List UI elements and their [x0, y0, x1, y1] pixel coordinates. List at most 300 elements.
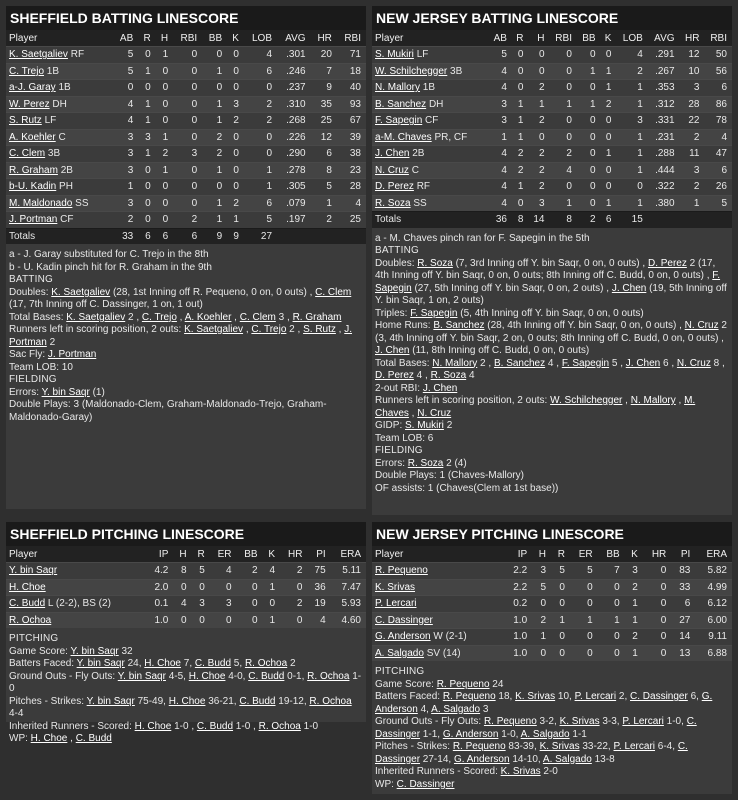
total-value: 14	[528, 212, 549, 228]
player-link[interactable]: J. Chen	[375, 148, 410, 160]
player-link[interactable]: R. Soza	[417, 257, 453, 269]
col-header: Player	[6, 30, 113, 47]
col-header: AVG	[648, 30, 680, 47]
player-link[interactable]: K. Srivas	[515, 691, 556, 702]
position: 2B	[412, 148, 425, 160]
player-link[interactable]: K. Srivas	[500, 766, 541, 777]
stat-cell: 2	[528, 80, 549, 97]
player-link[interactable]: R. Pequeno	[442, 691, 496, 702]
stat-cell: 0	[202, 179, 227, 196]
player-link[interactable]: G. Anderson	[375, 631, 431, 643]
player-link[interactable]: C. Budd	[239, 695, 276, 707]
position: RF	[416, 181, 431, 193]
table-row	[6, 596, 366, 613]
totals-label: Totals	[6, 228, 113, 244]
stat-cell: 2	[680, 179, 705, 196]
player-cell	[372, 47, 488, 64]
player-link[interactable]: C. Clem	[315, 286, 352, 298]
player-link[interactable]: N. Cruz	[375, 164, 409, 176]
stat-cell: 5	[488, 47, 512, 64]
player-link[interactable]: W. Schilchegger	[550, 395, 623, 406]
stat-text: 13-8	[591, 753, 615, 765]
player-link[interactable]: R. Pequeno	[436, 678, 490, 690]
stat-cell: 7	[598, 563, 625, 580]
col-header: H	[173, 546, 191, 563]
player-link[interactable]: R. Soza	[375, 197, 411, 209]
stat-cell: 0	[577, 47, 601, 64]
col-header: H	[532, 546, 551, 563]
stat-cell: 1	[156, 47, 173, 64]
panel-title: SHEFFIELD BATTING LINESCORE	[6, 6, 366, 30]
stat-cell: 0.1	[147, 596, 174, 613]
stat-text: ,	[622, 395, 631, 406]
stat-cell: 5	[551, 563, 570, 580]
player-link[interactable]: R. Pequeno	[375, 565, 428, 577]
stat-cell: 1	[512, 179, 529, 196]
player-link[interactable]: Y. bin Saqr	[76, 658, 125, 669]
stat-cell: 0	[577, 162, 601, 179]
player-cell	[6, 179, 113, 196]
batting-rows	[6, 47, 366, 229]
player-link[interactable]: P. Lercari	[574, 691, 617, 702]
stat-cell: 4	[337, 195, 366, 212]
player-link[interactable]: S. Mukiri	[375, 49, 414, 61]
stat-cell: 0	[227, 129, 244, 146]
player-link[interactable]: R. Ochoa	[9, 614, 52, 626]
player-link[interactable]: N. Mallory	[432, 357, 478, 369]
player-link[interactable]: A. Salgado	[431, 703, 481, 715]
batting-rows	[372, 47, 732, 212]
stat-cell: 1	[577, 96, 601, 113]
table-row	[372, 645, 732, 661]
stat-cell: 2	[280, 596, 307, 613]
position: PR, CF	[434, 131, 468, 143]
col-header: ER	[210, 546, 237, 563]
table-row	[6, 612, 366, 628]
stat-text: 24	[489, 678, 504, 690]
col-header: RBI	[704, 30, 732, 47]
player-link[interactable]: C. Dassinger	[396, 778, 455, 790]
stat-cell: 75	[307, 563, 330, 580]
stat-cell: 2.0	[147, 579, 174, 596]
player-link[interactable]: G. Anderson	[453, 753, 510, 765]
player-link[interactable]: H. Choe	[30, 733, 68, 744]
player-link[interactable]: R. Ochoa	[309, 695, 352, 707]
player-link[interactable]: C. Budd	[248, 670, 285, 682]
player-link[interactable]: P. Lercari	[613, 741, 656, 752]
stat-cell: 0	[551, 596, 570, 613]
player-link[interactable]: P. Lercari	[622, 716, 664, 727]
player-link[interactable]: H. Choe	[9, 581, 46, 593]
player-link[interactable]: N. Cruz	[676, 357, 711, 369]
sub-note: a - M. Chaves pinch ran for F. Sapegin in the 5th	[375, 232, 590, 244]
stat-cell: 0	[643, 579, 671, 596]
table-row	[6, 179, 366, 196]
player-link[interactable]: H. Choe	[188, 670, 226, 682]
player-link[interactable]: M. Maldonado	[9, 197, 73, 209]
stat-cell: .301	[277, 47, 311, 64]
player-link[interactable]: S. Rutz	[303, 324, 336, 335]
stat-text: 1-0	[300, 720, 319, 732]
game-score-line: Game Score: R. Pequeno 24	[375, 678, 504, 690]
player-link[interactable]: F. Sapegin	[410, 307, 458, 319]
stat-cell: 23	[337, 162, 366, 179]
stat-cell: 0	[512, 63, 529, 80]
stat-text: 2 ,	[286, 324, 304, 335]
player-link[interactable]: b-U. Kadin	[9, 181, 57, 193]
player-link[interactable]: F. Sapegin	[375, 115, 423, 127]
pitching-notes	[372, 661, 732, 791]
player-link[interactable]: R. Pequeno	[452, 741, 506, 752]
stat-text: 3 ,	[275, 311, 293, 323]
stat-cell: 0	[550, 63, 577, 80]
stat-cell: 1	[680, 195, 705, 212]
inherited-runners-line: Inherited Runners - Scored: H. Choe 1-0 , C. Budd 1-0 , R. Ochoa 1-0	[9, 720, 319, 732]
stat-cell: 3	[532, 563, 551, 580]
col-header: H	[156, 30, 173, 47]
player-link[interactable]: C. Budd	[75, 733, 112, 744]
player-link[interactable]: J. Portman	[9, 324, 353, 348]
team-lob: Team LOB: 6	[375, 432, 434, 444]
stat-cell: 1	[512, 129, 529, 146]
stat-cell: 4	[488, 195, 512, 212]
stat-cell: 0	[244, 129, 277, 146]
player-link[interactable]: a-J. Garay	[9, 82, 56, 94]
player-link[interactable]: J. Portman	[47, 349, 97, 360]
player-link[interactable]: K. Saetgaliev	[51, 286, 111, 298]
player-link[interactable]: H. Choe	[134, 720, 172, 732]
player-link[interactable]: J. Portman	[9, 214, 58, 226]
panel-title: NEW JERSEY PITCHING LINESCORE	[372, 522, 732, 546]
stat-cell: 1	[113, 179, 138, 196]
player-link[interactable]: A. Salgado	[520, 728, 570, 740]
stat-text: 19-12,	[275, 695, 310, 707]
player-link[interactable]: R. Ochoa	[307, 670, 350, 682]
stat-cell: 0	[570, 579, 598, 596]
player-link[interactable]: A. Koehler	[184, 311, 232, 323]
stat-cell: 4	[616, 47, 647, 64]
wild-pitch-line: WP: C. Dassinger	[375, 778, 455, 790]
col-header: BB	[598, 546, 625, 563]
player-link[interactable]: K. Saetgaliev	[184, 324, 244, 335]
col-header: BB	[237, 546, 263, 563]
player-link[interactable]: A. Salgado	[375, 647, 424, 659]
table-row	[372, 113, 732, 130]
stat-cell: 39	[337, 129, 366, 146]
stat-cell: 2	[625, 629, 643, 646]
player-link[interactable]: F. Sapegin	[375, 270, 721, 294]
player-cell	[6, 162, 113, 179]
player-link[interactable]: K. Srivas	[559, 716, 600, 727]
stat-cell: 2	[237, 563, 263, 580]
player-link[interactable]: K. Srivas	[539, 741, 580, 752]
stat-cell: 9	[311, 80, 337, 97]
stat-text: 1-1	[569, 728, 587, 740]
stat-cell: 2	[227, 113, 244, 130]
stat-cell: 3	[113, 195, 138, 212]
stat-cell: 6.12	[695, 596, 732, 613]
stat-cell: .444	[648, 162, 680, 179]
player-link[interactable]: B. Sanchez	[493, 357, 546, 369]
stat-cell: 0	[532, 645, 551, 661]
stat-cell: 0	[512, 47, 529, 64]
table-row	[372, 63, 732, 80]
stat-cell: 3	[173, 146, 202, 163]
total-value: 8	[512, 212, 529, 228]
player-link[interactable]: N. Cruz	[417, 407, 452, 419]
stat-cell: 27	[671, 612, 695, 629]
player-link[interactable]: J. Chen	[422, 382, 458, 394]
player-link[interactable]: C. Trejo	[251, 324, 287, 335]
col-header: BB	[577, 30, 601, 47]
stat-cell: 50	[704, 47, 732, 64]
stat-cell: 1	[616, 162, 647, 179]
stat-cell: 0	[210, 612, 237, 628]
player-link[interactable]: R. Soza	[407, 457, 444, 469]
stat-cell: 18	[337, 63, 366, 80]
col-header: HR	[680, 30, 705, 47]
table-row	[372, 195, 732, 212]
player-link[interactable]: N. Mallory	[630, 395, 676, 406]
stat-text: 1-0 ,	[171, 720, 197, 732]
stat-cell: 1	[598, 612, 625, 629]
stat-cell: .353	[648, 80, 680, 97]
stat-cell: 7	[311, 63, 337, 80]
position: 1B	[422, 82, 436, 94]
stat-cell: 1	[263, 579, 280, 596]
col-header: R	[512, 30, 529, 47]
stat-cell: 2	[528, 179, 549, 196]
player-link[interactable]: C. Dassinger	[375, 741, 688, 765]
col-header: PI	[671, 546, 695, 563]
player-link[interactable]: A. Salgado	[542, 753, 592, 765]
stat-cell: 28	[337, 179, 366, 196]
player-link[interactable]: S. Rutz	[9, 115, 42, 127]
stat-cell: 3	[192, 596, 210, 613]
stat-cell: 0	[601, 162, 617, 179]
position: 1B	[46, 65, 60, 77]
two-out-rbi-line: 2-out RBI: J. Chen	[375, 382, 458, 394]
player-link[interactable]: B. Sanchez	[433, 320, 485, 331]
stat-cell: 1	[488, 129, 512, 146]
player-link[interactable]: Y. bin Saqr	[86, 695, 135, 707]
stat-cell: .312	[648, 96, 680, 113]
player-link[interactable]: C. Dassinger	[375, 716, 697, 740]
panel-title: SHEFFIELD PITCHING LINESCORE	[6, 522, 366, 546]
player-link[interactable]: H. Choe	[168, 695, 206, 707]
stat-cell: 3	[616, 113, 647, 130]
player-link[interactable]: G. Anderson	[442, 728, 499, 740]
batters-faced-line: Batters Faced: R. Pequeno 18, K. Srivas 10, P. Lercari 2, C. Dassinger 6, G. Anderson 4, A. Salgado 3	[375, 691, 713, 715]
stat-text: 18,	[495, 691, 516, 702]
stat-cell: 0	[156, 63, 173, 80]
stat-cell: 2	[528, 162, 549, 179]
stat-cell: 1	[601, 63, 617, 80]
stat-cell: 0	[598, 596, 625, 613]
player-link[interactable]: W. Perez	[9, 98, 50, 110]
stat-cell: 4	[210, 563, 237, 580]
player-link[interactable]: K. Saetgaliev	[66, 311, 126, 323]
player-link[interactable]: F. Sapegin	[561, 357, 610, 369]
stat-cell: 0	[570, 645, 598, 661]
sheffield-batting-panel	[6, 6, 366, 509]
of-assists-line: OF assists: 1 (Chaves(Clem at 1st base))	[375, 482, 559, 494]
stat-cell: 38	[337, 146, 366, 163]
col-header: LOB	[244, 30, 277, 47]
stat-cell: 0	[113, 80, 138, 97]
stat-cell: 13	[671, 645, 695, 661]
player-link[interactable]: A. Koehler	[9, 131, 56, 143]
stat-cell: 1.0	[504, 612, 532, 629]
stat-cell: 1	[550, 195, 577, 212]
stat-cell: 1	[625, 645, 643, 661]
stat-cell: 0	[577, 179, 601, 196]
stat-cell: .237	[277, 80, 311, 97]
player-link[interactable]: Y. bin Saqr	[117, 670, 166, 682]
player-link[interactable]: C. Budd	[194, 658, 232, 669]
stat-cell: 5	[311, 179, 337, 196]
col-header: H	[528, 30, 549, 47]
stat-cell: 10	[680, 63, 705, 80]
stat-cell: 0	[227, 162, 244, 179]
stat-text: 14-10,	[509, 753, 543, 765]
player-cell	[372, 179, 488, 196]
player-link[interactable]: R. Graham	[9, 164, 58, 176]
player-link[interactable]: C. Clem	[9, 148, 46, 160]
player-link[interactable]: H. Choe	[144, 658, 181, 669]
player-link[interactable]: C. Dassinger	[630, 691, 688, 702]
player-cell	[6, 96, 113, 113]
stat-cell: .288	[648, 146, 680, 163]
player-link[interactable]: C. Budd	[9, 598, 46, 610]
player-link[interactable]: J. Chen	[611, 282, 647, 294]
stat-text: (17, 7th Inning off C. Dassinger, 1 on, 1 out)	[9, 299, 203, 310]
col-header: IP	[504, 546, 532, 563]
batting-table	[6, 30, 366, 244]
stat-text: 3-3,	[599, 716, 623, 727]
stat-cell: 1.0	[147, 612, 174, 628]
position: DH	[52, 98, 67, 110]
errors-line: Errors: R. Soza 2 (4)	[375, 457, 467, 469]
new-jersey-pitching-panel	[372, 522, 732, 794]
player-link[interactable]: K. Saetgaliev	[9, 49, 68, 61]
player-link[interactable]: D. Perez	[647, 257, 687, 269]
stat-cell: 0	[532, 596, 551, 613]
player-link[interactable]: G. Anderson	[375, 691, 713, 715]
player-link[interactable]: R. Soza	[430, 370, 467, 381]
player-link[interactable]: R. Ochoa	[258, 720, 301, 732]
stat-cell: 1	[616, 195, 647, 212]
player-link[interactable]: D. Perez	[375, 370, 414, 381]
total-value: 6	[138, 228, 155, 244]
player-link[interactable]: C. Dassinger	[375, 614, 433, 626]
stat-cell: 5	[113, 63, 138, 80]
player-link[interactable]: Y. bin Saqr	[41, 386, 90, 398]
player-link[interactable]: P. Lercari	[375, 598, 417, 610]
player-cell	[6, 80, 113, 97]
player-link[interactable]: J. Chen	[375, 345, 410, 356]
player-link[interactable]: W. Schilchegger	[375, 65, 448, 77]
gidp-line: GIDP: S. Mukiri 2	[375, 420, 453, 431]
player-link[interactable]: C. Clem	[239, 311, 276, 323]
player-cell	[372, 195, 488, 212]
position: 1B	[58, 82, 71, 94]
stat-text: 36-21,	[205, 695, 240, 707]
stat-cell: .246	[277, 63, 311, 80]
player-cell	[372, 113, 488, 130]
stat-text: 8 ,	[710, 357, 725, 369]
stat-cell: .267	[648, 63, 680, 80]
player-link[interactable]: C. Budd	[196, 720, 234, 732]
stat-cell: 0	[280, 612, 307, 628]
table-row	[372, 47, 732, 64]
player-link[interactable]: B. Sanchez	[375, 98, 427, 110]
stat-cell: .290	[277, 146, 311, 163]
totals-row	[6, 228, 366, 244]
batting-section-title: BATTING	[375, 245, 419, 256]
stat-text: 4 ,	[545, 357, 562, 369]
player-link[interactable]: C. Trejo	[9, 65, 45, 77]
stat-cell: 0	[643, 645, 671, 661]
player-link[interactable]: S. Mukiri	[405, 420, 444, 431]
stat-cell: 6	[671, 596, 695, 613]
stat-cell: 25	[311, 113, 337, 130]
batters-faced-line: Batters Faced: Y. bin Saqr 24, H. Choe 7, C. Budd 5, R. Ochoa 2	[9, 658, 296, 669]
stat-text: 4-0,	[225, 670, 249, 682]
player-link[interactable]: Y. bin Saqr	[9, 565, 58, 577]
stat-cell: 1	[625, 612, 643, 629]
stat-text: 1-0	[9, 670, 362, 694]
stat-cell: 1	[601, 80, 617, 97]
stat-cell: 0	[577, 129, 601, 146]
table-row	[372, 596, 732, 613]
stat-cell: .380	[648, 195, 680, 212]
player-link[interactable]: N. Cruz	[684, 320, 719, 331]
stat-text: 83-39,	[505, 741, 540, 752]
player-link[interactable]: M. Chaves	[375, 395, 696, 419]
player-link[interactable]: R. Pequeno	[483, 716, 537, 727]
col-header: AVG	[277, 30, 311, 47]
col-header: K	[601, 30, 617, 47]
team-lob: Team LOB: 10	[9, 361, 73, 373]
sub-note: a - J. Garay substituted for C. Trejo in the 8th	[9, 249, 209, 260]
table-row	[6, 162, 366, 179]
stat-cell: 0	[237, 579, 263, 596]
player-link[interactable]: N. Mallory	[375, 82, 421, 94]
stat-cell: 1	[227, 212, 244, 229]
player-cell	[6, 563, 147, 580]
player-link[interactable]: R. Graham	[292, 311, 342, 323]
stat-cell: 0	[550, 47, 577, 64]
stat-cell: 7.47	[331, 579, 366, 596]
player-link[interactable]: Y. bin Saqr	[70, 645, 119, 657]
player-link[interactable]: K. Srivas	[375, 581, 416, 593]
player-link[interactable]: J. Chen	[625, 357, 661, 369]
stat-cell: 20	[311, 47, 337, 64]
stat-cell: 1	[138, 96, 155, 113]
player-link[interactable]: R. Ochoa	[244, 658, 288, 669]
player-link[interactable]: a-M. Chaves	[375, 131, 432, 143]
stat-cell: .268	[277, 113, 311, 130]
stat-cell: 4	[550, 162, 577, 179]
player-link[interactable]: D. Perez	[375, 181, 414, 193]
total-bases-line: Total Bases: K. Saetgaliev 2 , C. Trejo , A. Koehler , C. Clem 3 , R. Graham	[9, 311, 342, 323]
position: LF	[416, 49, 429, 61]
stat-cell: 0	[156, 195, 173, 212]
player-link[interactable]: C. Trejo	[141, 311, 177, 323]
stat-cell: 3	[488, 113, 512, 130]
stat-cell: 1	[202, 113, 227, 130]
